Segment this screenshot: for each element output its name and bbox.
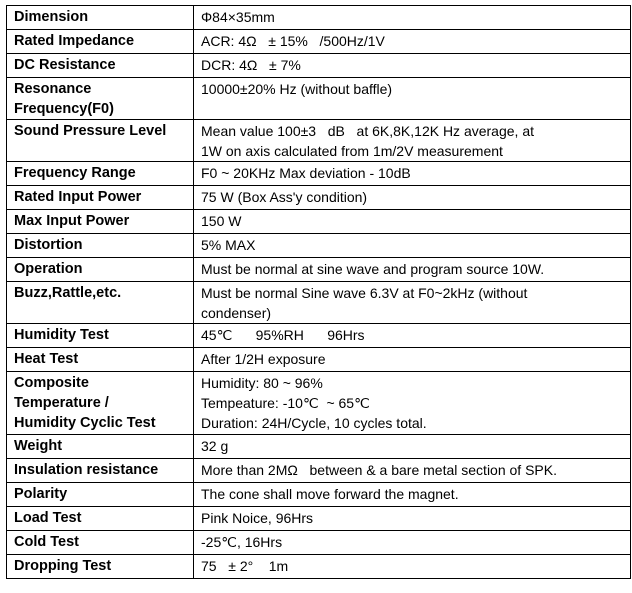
spec-value-text: 1W on axis calculated from 1m/2V measurement [201,143,503,159]
spec-value-cell [194,30,631,54]
spec-key-cell [7,459,194,483]
spec-value-text: DCR: 4Ω ± 7% [201,57,301,73]
spec-key-cell [7,348,194,372]
spec-value-cell [194,507,631,531]
spec-key-text: Humidity Test [14,327,109,343]
spec-key-text: Frequency(F0) [14,101,114,117]
spec-value-text: 10000±20% Hz (without baffle) [201,81,393,97]
spec-key-cell [7,30,194,54]
spec-row [7,54,631,78]
spec-key-cell [7,531,194,555]
spec-key-cell [7,435,194,459]
spec-key-cell [7,162,194,186]
spec-value-cell [194,78,631,120]
spec-key-cell [7,507,194,531]
spec-value-text: ACR: 4Ω ± 15% /500Hz/1V [201,33,385,49]
spec-value-cell [194,186,631,210]
spec-value-text: 150 W [201,213,242,229]
spec-key-text: Load Test [14,510,82,526]
spec-key-text: Frequency Range [14,165,136,181]
spec-key-text: Buzz,Rattle,etc. [14,285,122,301]
spec-value-text: Must be normal Sine wave 6.3V at F0~2kHz (without [201,285,528,301]
spec-row [7,555,631,579]
spec-row [7,282,631,324]
spec-key-text: Cold Test [14,534,79,550]
spec-value-cell [194,54,631,78]
spec-value-text: Humidity: 80 ~ 96% [201,375,323,391]
spec-key-text: DC Resistance [14,57,116,73]
spec-key-cell [7,483,194,507]
spec-value-text: The cone shall move forward the magnet. [201,486,459,502]
spec-row [7,483,631,507]
spec-key-text: Rated Input Power [14,189,142,205]
spec-value-cell [194,282,631,324]
spec-value-text: Pink Noice, 96Hrs [201,510,314,526]
spec-row [7,435,631,459]
spec-row [7,531,631,555]
spec-key-text: Polarity [14,486,68,502]
spec-table [6,5,631,579]
spec-value-text: Tempeature: -10℃ ~ 65℃ [201,395,370,411]
spec-value-cell [194,435,631,459]
spec-value-text: Mean value 100±3 dB at 6K,8K,12K Hz average, at [201,123,534,139]
spec-key-cell [7,324,194,348]
spec-value-cell [194,459,631,483]
spec-key-text: Sound Pressure Level [14,123,167,139]
spec-key-cell [7,372,194,435]
spec-row [7,78,631,120]
spec-value-text: Φ84×35mm [201,9,275,25]
spec-value-text: 32 g [201,438,229,454]
spec-value-text: Duration: 24H/Cycle, 10 cycles total. [201,415,427,431]
spec-value-text: F0 ~ 20KHz Max deviation - 10dB [201,165,411,181]
spec-value-text: 75 W (Box Ass'y condition) [201,189,368,205]
spec-key-text: Dimension [14,9,89,25]
spec-key-cell [7,186,194,210]
spec-value-text: 5% MAX [201,237,256,253]
spec-table-body [7,6,631,579]
spec-key-cell [7,6,194,30]
spec-key-text: Humidity Cyclic Test [14,415,156,431]
spec-key-text: Max Input Power [14,213,130,229]
spec-key-text: Temperature / [14,395,109,411]
spec-value-cell [194,234,631,258]
spec-value-cell [194,258,631,282]
spec-value-cell [194,162,631,186]
spec-value-cell [194,483,631,507]
spec-value-cell [194,120,631,162]
spec-key-cell [7,555,194,579]
spec-key-text: Heat Test [14,351,79,367]
spec-key-cell [7,120,194,162]
spec-key-cell [7,282,194,324]
spec-value-text: 75 ± 2° 1m [201,558,289,574]
spec-value-text: Must be normal at sine wave and program source 10W. [201,261,545,277]
spec-key-text: Distortion [14,237,83,253]
spec-row [7,162,631,186]
spec-key-cell [7,210,194,234]
spec-row [7,348,631,372]
spec-key-cell [7,234,194,258]
spec-row [7,324,631,348]
spec-key-cell [7,78,194,120]
spec-row [7,6,631,30]
spec-value-cell [194,372,631,435]
spec-row [7,120,631,162]
spec-value-text: -25℃, 16Hrs [201,534,283,550]
spec-row [7,234,631,258]
spec-row [7,372,631,435]
spec-key-text: Dropping Test [14,558,112,574]
spec-key-cell [7,258,194,282]
spec-value-cell [194,210,631,234]
spec-value-cell [194,6,631,30]
spec-key-text: Operation [14,261,83,277]
spec-row [7,186,631,210]
spec-value-text: More than 2MΩ between & a bare metal section of SPK. [201,462,557,478]
spec-value-cell [194,531,631,555]
spec-row [7,507,631,531]
spec-row [7,30,631,54]
spec-value-cell [194,555,631,579]
spec-value-text: condenser) [201,305,272,321]
spec-key-text: Rated Impedance [14,33,135,49]
spec-row [7,258,631,282]
spec-value-text: 45℃ 95%RH 96Hrs [201,327,365,343]
spec-value-text: After 1/2H exposure [201,351,326,367]
spec-key-text: Composite [14,375,89,391]
spec-key-text: Resonance [14,81,92,97]
spec-row [7,459,631,483]
spec-key-text: Weight [14,438,63,454]
spec-value-cell [194,324,631,348]
spec-key-text: Insulation resistance [14,462,159,478]
spec-key-cell [7,54,194,78]
spec-row [7,210,631,234]
spec-value-cell [194,348,631,372]
